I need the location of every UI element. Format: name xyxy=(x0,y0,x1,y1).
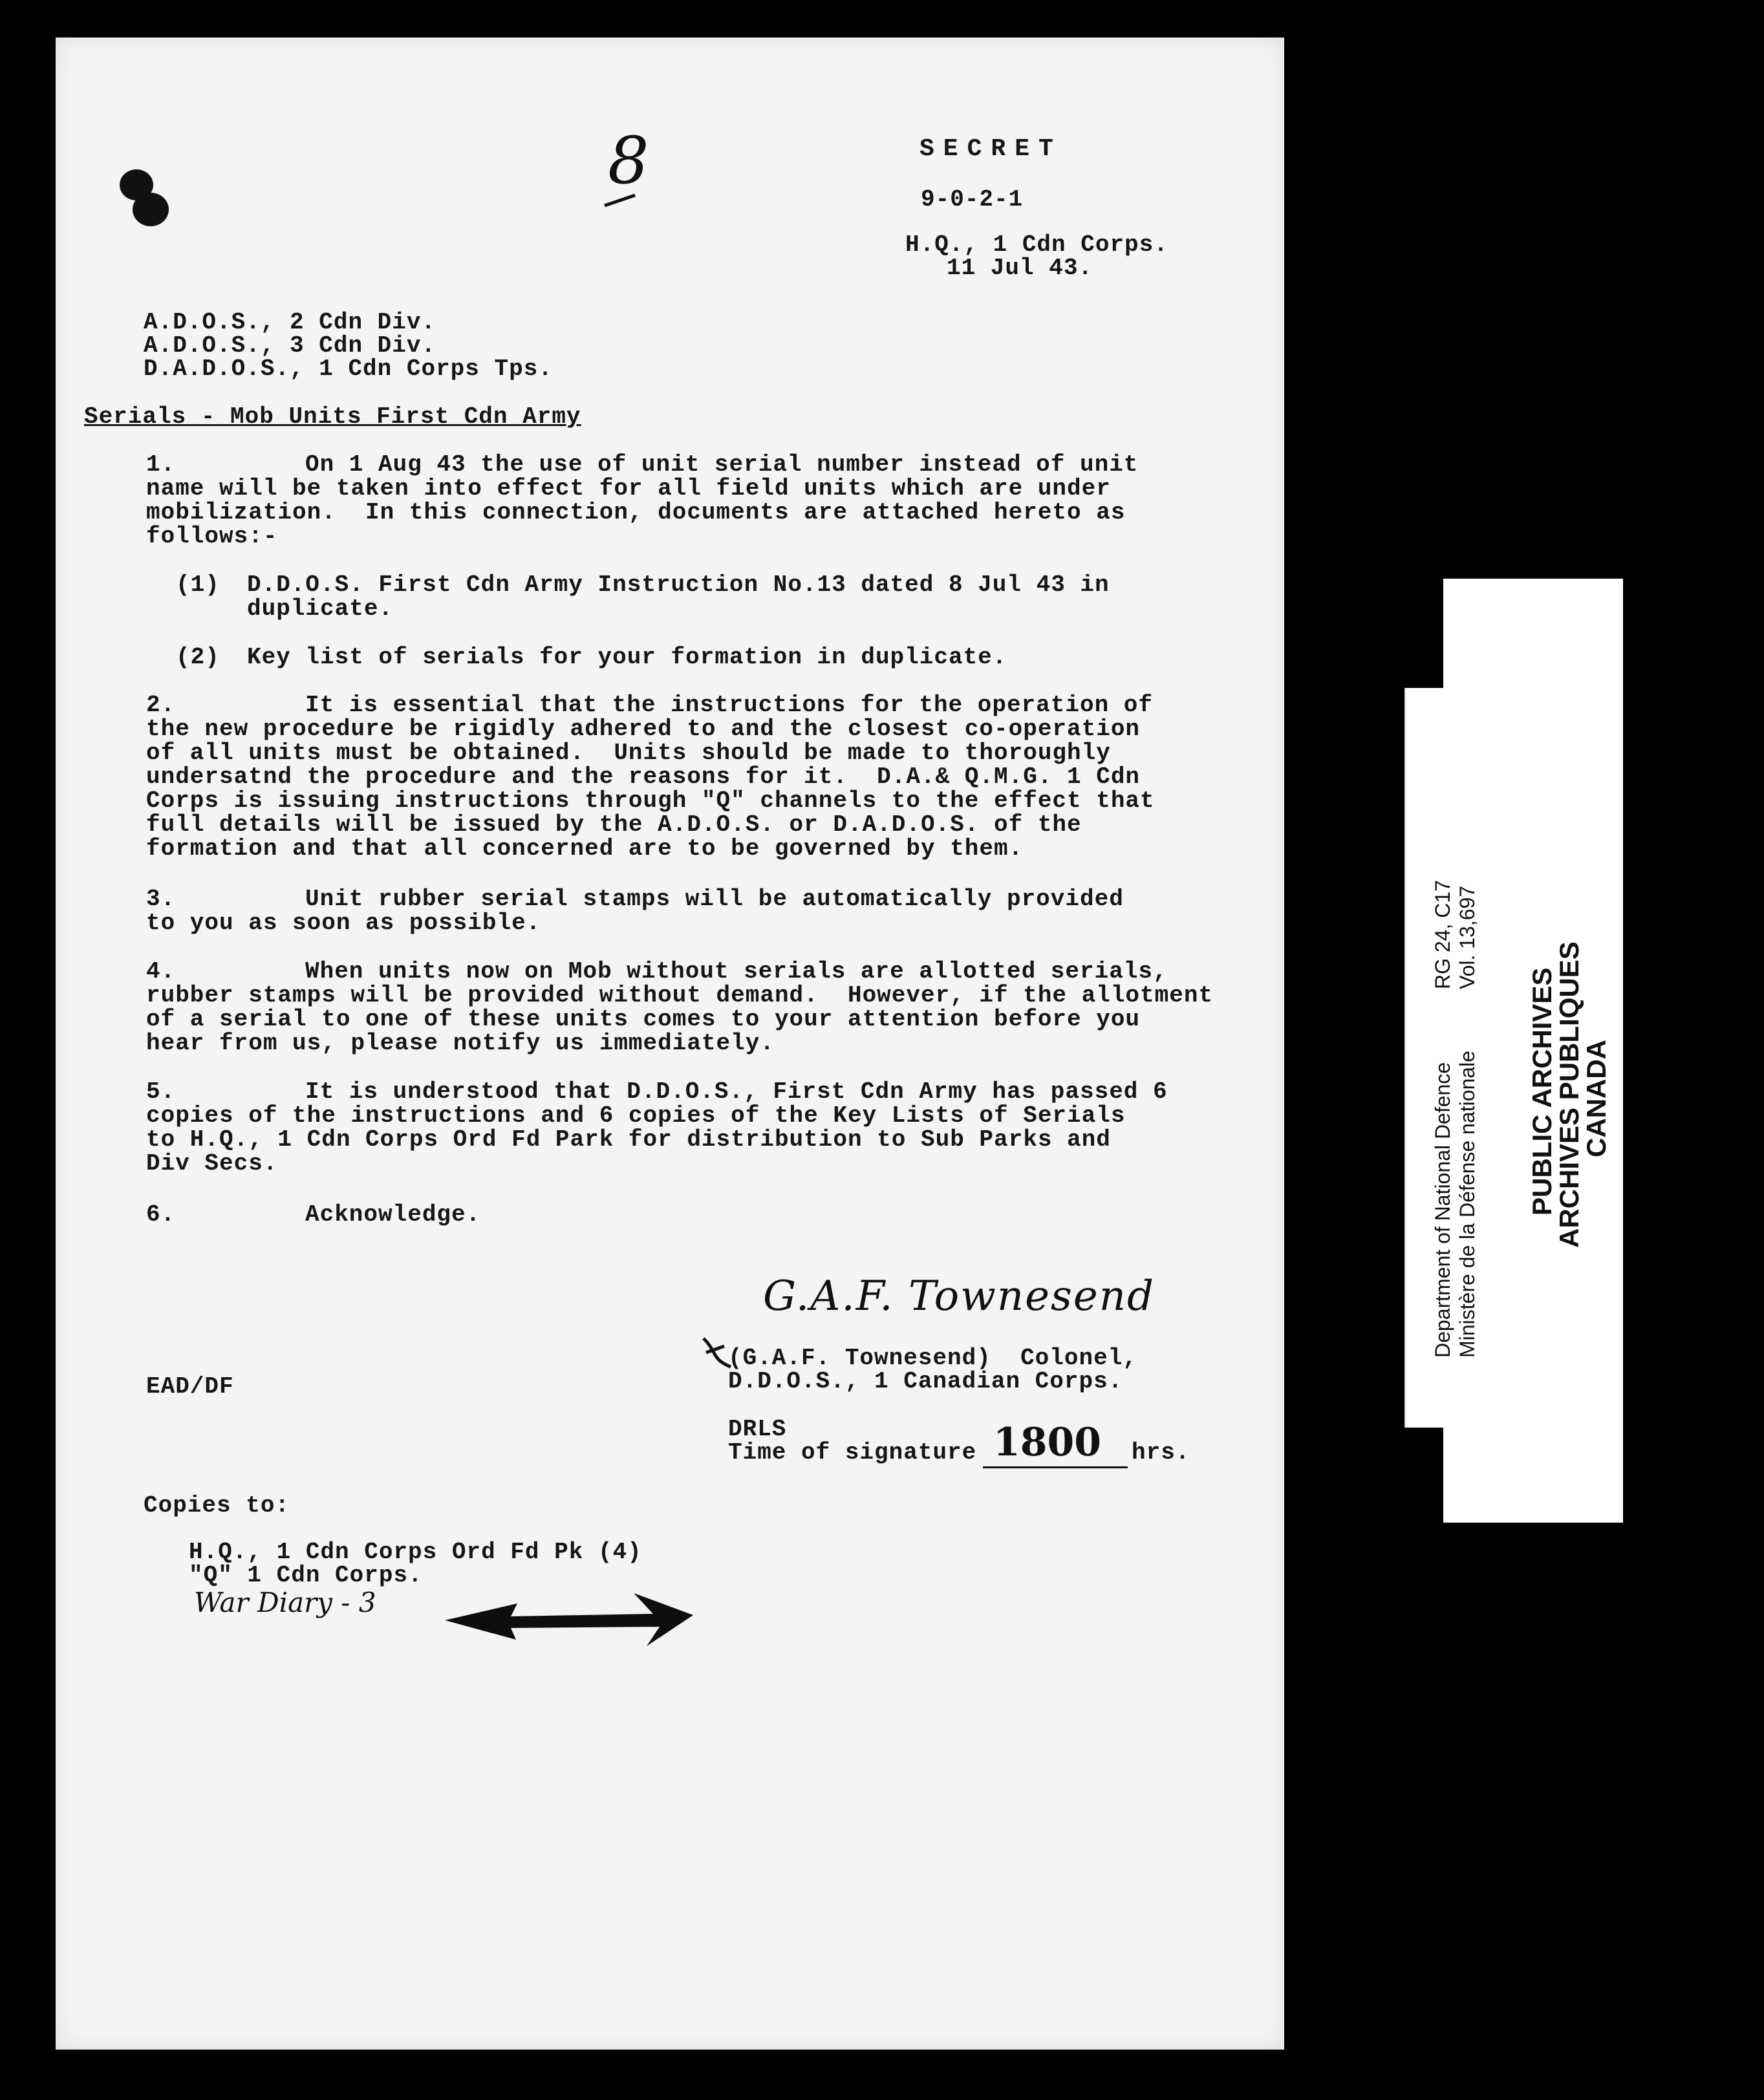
addressee: D.A.D.O.S., 1 Cdn Corps Tps. xyxy=(144,356,553,382)
handwritten-copy-note: War Diary - 3 xyxy=(194,1587,376,1618)
time-of-signature-label: Time of signature xyxy=(728,1439,977,1466)
arrow-icon xyxy=(440,1591,698,1649)
copies-label: Copies to: xyxy=(144,1492,290,1519)
paragraph-2-line: undersatnd the procedure and the reasons for it. D.A.& Q.M.G. 1 Cdn xyxy=(146,764,1141,790)
file-number: 9-0-2-1 xyxy=(921,186,1024,213)
paragraph-4-line: rubber stamps will be provided without demand. However, if the allotment xyxy=(146,982,1214,1009)
archive-department-en: Department of National Defence xyxy=(1431,1062,1454,1358)
list-item-number: (2) xyxy=(176,644,220,670)
paragraph-number: 4. xyxy=(146,958,176,985)
paragraph-number: 5. xyxy=(146,1078,176,1105)
originating-hq: H.Q., 1 Cdn Corps. xyxy=(905,231,1168,258)
paragraph-2-line: Corps is issuing instructions through "Q" channels to the effect that xyxy=(146,788,1155,814)
paragraph-4-line: hear from us, please notify us immediately. xyxy=(146,1030,775,1056)
classification-marking: SECRET xyxy=(920,135,1062,163)
archive-stamp-fr: ARCHIVES PUBLIQUES xyxy=(1554,941,1584,1248)
archive-record-group: RG 24, C17 xyxy=(1431,880,1454,989)
paragraph-3-line: to you as soon as possible. xyxy=(146,910,541,936)
copy-recipient: "Q" 1 Cdn Corps. xyxy=(189,1562,423,1589)
signature-block-line: D.D.O.S., 1 Canadian Corps. xyxy=(728,1368,1123,1395)
time-of-signature-value: 1800 xyxy=(993,1420,1101,1465)
paragraph-2-line: formation and that all concerned are to be governed by them. xyxy=(146,835,1024,862)
archive-stamp-en: PUBLIC ARCHIVES xyxy=(1527,967,1557,1216)
addressee: A.D.O.S., 2 Cdn Div. xyxy=(144,309,436,336)
paragraph-1-line: follows:- xyxy=(146,523,278,550)
paragraph-1-line: mobilization. In this connection, documents are attached hereto as xyxy=(146,499,1126,526)
paragraph-5-line: Div Secs. xyxy=(146,1150,278,1177)
archive-department-fr: Ministère de la Défense nationale xyxy=(1456,1051,1479,1358)
paragraph-4-line: of a serial to one of these units comes to your attention before you xyxy=(146,1006,1141,1033)
list-item-line: D.D.O.S. First Cdn Army Instruction No.13 dated 8 Jul 43 in xyxy=(247,572,1110,598)
paragraph-1-line: On 1 Aug 43 the use of unit serial number instead of unit xyxy=(305,451,1139,478)
document-date: 11 Jul 43. xyxy=(947,255,1093,281)
list-item-number: (1) xyxy=(176,572,220,598)
handwritten-signature: G.A.F. Townesend xyxy=(763,1272,1155,1320)
paragraph-number: 2. xyxy=(146,692,176,718)
time-underline xyxy=(983,1466,1128,1468)
paragraph-2-line: full details will be issued by the A.D.O.S. or D.A.D.O.S. of the xyxy=(146,811,1082,838)
paragraph-6-text: Acknowledge. xyxy=(305,1201,481,1228)
paragraph-4-line: When units now on Mob without serials are allotted serials, xyxy=(305,958,1168,985)
paragraph-number: 1. xyxy=(146,451,176,478)
signature-block-line: (G.A.F. Townesend) Colonel, xyxy=(728,1345,1137,1371)
paragraph-2-line: It is essential that the instructions for the operation of xyxy=(305,692,1154,718)
paragraph-number: 6. xyxy=(146,1201,176,1228)
archive-volume: Vol. 13,697 xyxy=(1456,885,1479,989)
margin-note: 8 xyxy=(608,123,649,198)
paragraph-2-line: the new procedure be rigidly adhered to and the closest co-operation xyxy=(146,716,1141,742)
archive-stamp-country: CANADA xyxy=(1581,1040,1611,1157)
list-item-line: Key list of serials for your formation in duplicate. xyxy=(247,644,1007,670)
delivery-method: DRLS xyxy=(728,1416,787,1442)
reference-initials: EAD/DF xyxy=(146,1373,234,1400)
paragraph-5-line: It is understood that D.D.O.S., First Cdn Army has passed 6 xyxy=(305,1078,1168,1105)
paragraph-1-line: name will be taken into effect for all field units which are under xyxy=(146,475,1111,502)
paragraph-number: 3. xyxy=(146,886,176,912)
punch-hole-mark xyxy=(133,193,169,226)
list-item-line: duplicate. xyxy=(247,595,394,622)
time-unit: hrs. xyxy=(1132,1439,1190,1466)
subject-line: Serials - Mob Units First Cdn Army xyxy=(84,403,581,430)
paragraph-3-line: Unit rubber serial stamps will be automatically provided xyxy=(305,886,1124,912)
paragraph-5-line: copies of the instructions and 6 copies of the Key Lists of Serials xyxy=(146,1102,1126,1129)
paragraph-5-line: to H.Q., 1 Cdn Corps Ord Fd Park for distribution to Sub Parks and xyxy=(146,1126,1111,1153)
paragraph-2-line: of all units must be obtained. Units should be made to thoroughly xyxy=(146,740,1111,766)
margin-note-stroke xyxy=(601,191,640,211)
addressee: A.D.O.S., 3 Cdn Div. xyxy=(144,332,436,359)
copy-recipient: H.Q., 1 Cdn Corps Ord Fd Pk (4) xyxy=(189,1539,642,1565)
